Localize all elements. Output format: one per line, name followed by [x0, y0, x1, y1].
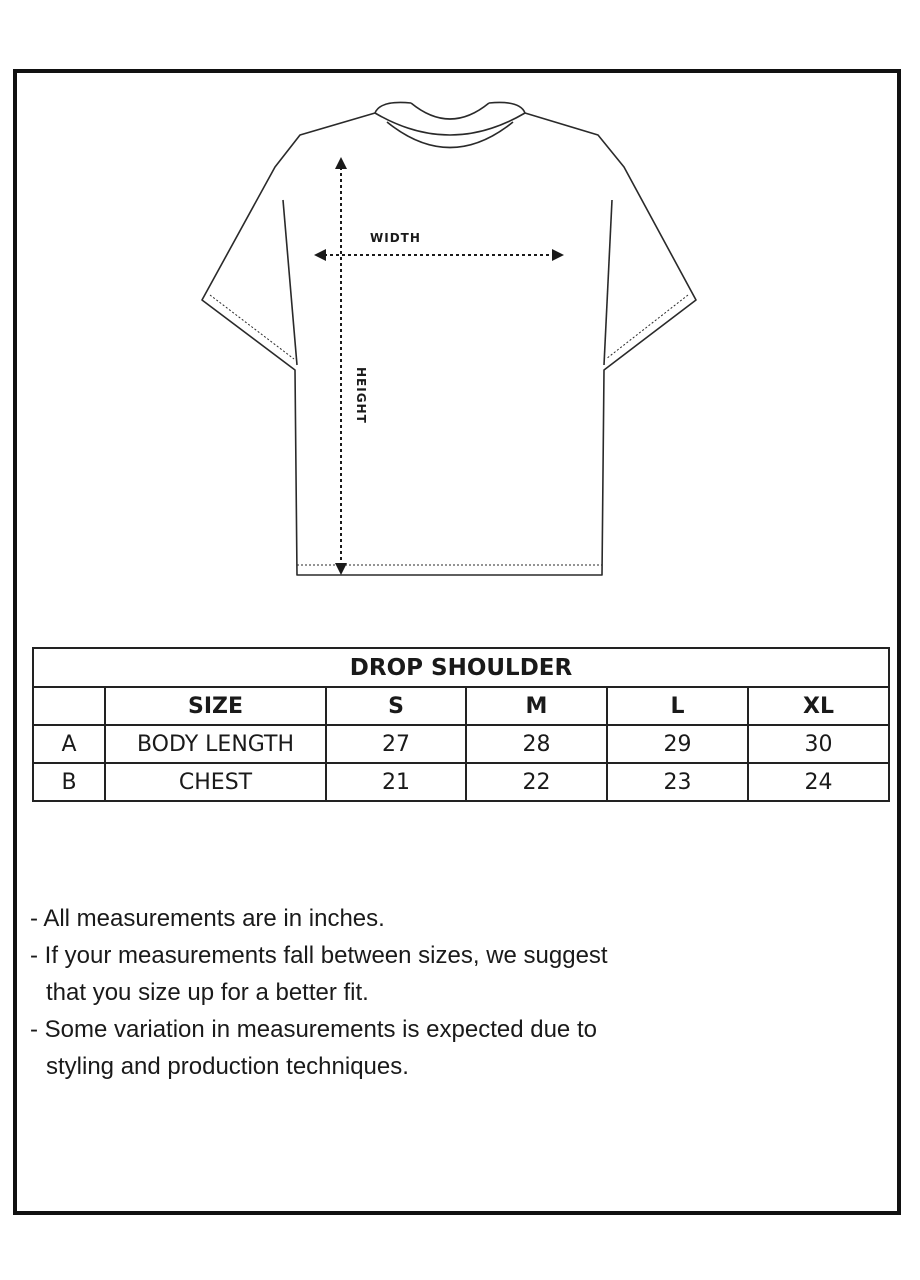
row-label: BODY LENGTH: [105, 725, 326, 763]
note-units: [30, 900, 730, 937]
row-key: A: [33, 725, 105, 763]
size-chart-table: [32, 647, 890, 802]
cuff-stitch-left: [210, 295, 294, 359]
table-row: [33, 725, 889, 763]
table-cell: 27: [326, 725, 466, 763]
measurement-notes: [30, 900, 730, 1085]
table-cell: 23: [607, 763, 748, 801]
table-cell: 24: [748, 763, 889, 801]
note-line: styling and production techniques.: [46, 1053, 409, 1080]
table-row: [33, 763, 889, 801]
table-header-row: [33, 687, 889, 725]
height-label: HEIGHT: [354, 367, 368, 424]
table-cell: 21: [326, 763, 466, 801]
row-key: B: [33, 763, 105, 801]
sleeve-seam-right: [604, 200, 612, 365]
header-key-cell: [33, 687, 105, 725]
table-title: DROP SHOULDER: [33, 648, 889, 687]
row-label: CHEST: [105, 763, 326, 801]
table-cell: 22: [466, 763, 607, 801]
table-cell: 28: [466, 725, 607, 763]
size-m-header: M: [466, 687, 607, 725]
sleeve-seam-left: [283, 200, 297, 365]
height-arrow: [335, 157, 347, 575]
width-arrow: [314, 249, 564, 261]
tshirt-diagram: [190, 95, 730, 595]
size-xl-header: XL: [748, 687, 889, 725]
note-line: - Some variation in measurements is expected due to: [30, 1016, 597, 1043]
note-line: that you size up for a better fit.: [46, 979, 369, 1006]
table-cell: 30: [748, 725, 889, 763]
size-s-header: S: [326, 687, 466, 725]
size-header: SIZE: [105, 687, 326, 725]
note-line: - If your measurements fall between sizes, we suggest: [30, 942, 608, 969]
tshirt-body-outline: [202, 113, 696, 575]
cuff-stitch-right: [606, 295, 688, 359]
note-size-up: [30, 937, 730, 1011]
width-label: WIDTH: [370, 231, 421, 245]
table-cell: 29: [607, 725, 748, 763]
size-l-header: L: [607, 687, 748, 725]
table-title-row: [33, 648, 889, 687]
note-line: - All measurements are in inches.: [30, 905, 385, 932]
note-variation: [30, 1011, 730, 1085]
